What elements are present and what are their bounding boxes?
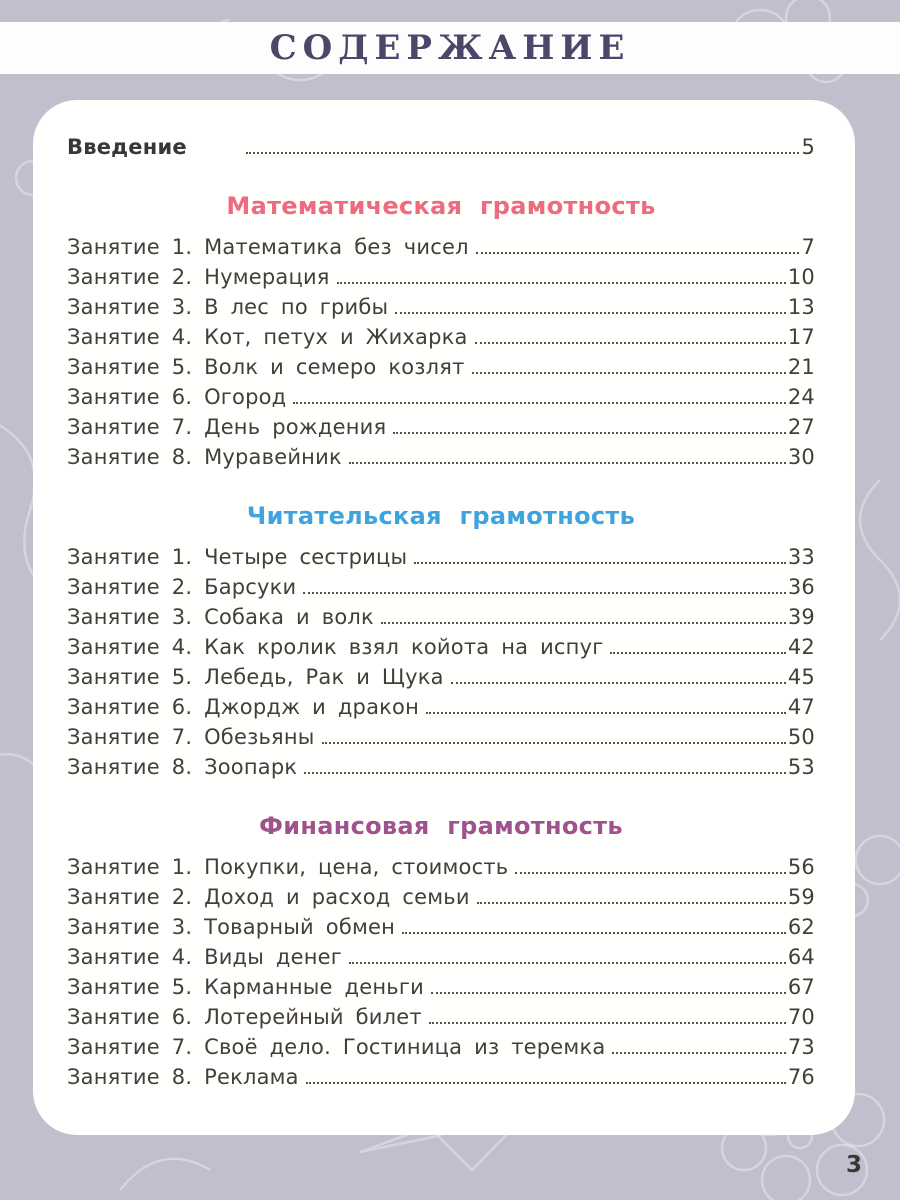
dotted-leader [395, 312, 786, 314]
toc-entry [67, 636, 815, 658]
entry-label: Занятие 1. Математика без чисел [67, 235, 469, 259]
entry-label: Занятие 6. Джордж и дракон [67, 695, 420, 719]
entry-page-number: 76 [787, 1065, 815, 1089]
dotted-leader [306, 1082, 786, 1084]
entry-page-number: 39 [787, 605, 815, 629]
entry-label: Занятие 1. Покупки, цена, стоимость [67, 855, 509, 879]
toc-entry [67, 386, 815, 408]
section-finance [67, 812, 815, 1088]
entry-label: Занятие 8. Зоопарк [67, 755, 298, 779]
entry-label: Занятие 7. Своё дело. Гостиница из теремка [67, 1035, 606, 1059]
dotted-leader [246, 152, 800, 154]
dotted-leader [322, 742, 786, 744]
toc-entry [67, 856, 815, 878]
dotted-leader [337, 282, 786, 284]
entry-page-number: 24 [787, 385, 815, 409]
dotted-leader [304, 772, 786, 774]
toc-entry [67, 356, 815, 378]
entry-page-number: 59 [787, 885, 815, 909]
entry-page-number: 42 [787, 635, 815, 659]
entry-label: Занятие 7. День рождения [67, 415, 387, 439]
contents-card [33, 100, 855, 1135]
toc-entry [67, 606, 815, 628]
toc-entry [67, 266, 815, 288]
entry-page-number: 67 [787, 975, 815, 999]
folio-page-number: 3 [845, 1152, 862, 1178]
entry-page-number: 27 [787, 415, 815, 439]
page-title: СОДЕРЖАНИЕ [269, 28, 631, 68]
toc-entry [67, 1006, 815, 1028]
toc-entry [67, 756, 815, 778]
entry-page-number: 47 [787, 695, 815, 719]
dotted-leader [472, 372, 786, 374]
entry-label: Занятие 5. Лебедь, Рак и Щука [67, 665, 444, 689]
entry-label: Занятие 6. Огород [67, 385, 287, 409]
entry-page-number: 17 [787, 325, 815, 349]
entry-page-number: 45 [787, 665, 815, 689]
title-band [0, 22, 900, 74]
entry-page-number: 70 [787, 1005, 815, 1029]
toc-entry [67, 326, 815, 348]
section-title-reading: Читательская грамотность [246, 502, 636, 530]
toc-entry [67, 296, 815, 318]
entry-page-number: 56 [787, 855, 815, 879]
entry-page-number: 5 [801, 135, 815, 159]
entry-label: Занятие 8. Муравейник [67, 445, 342, 469]
entry-label: Занятие 5. Карманные деньги [67, 975, 424, 999]
entry-page-number: 13 [787, 295, 815, 319]
dotted-leader [429, 1022, 786, 1024]
toc-entry [67, 886, 815, 908]
entry-label: Занятие 4. Кот, петух и Жихарка [67, 325, 468, 349]
toc-entry [67, 696, 815, 718]
toc-entry [67, 976, 815, 998]
toc-entry [67, 546, 815, 568]
section-entries [67, 856, 815, 1088]
dotted-leader [476, 252, 800, 254]
toc-entry [67, 236, 815, 258]
section-title-finance: Финансовая грамотность [259, 812, 623, 840]
entry-page-number: 10 [787, 265, 815, 289]
dotted-leader [349, 962, 786, 964]
section-math [67, 192, 815, 468]
dotted-leader [393, 432, 786, 434]
dotted-leader [475, 342, 786, 344]
entry-label: Занятие 2. Барсуки [67, 575, 297, 599]
toc-entry [67, 666, 815, 688]
section-entries [67, 236, 815, 468]
entry-label: Занятие 5. Волк и семеро козлят [67, 355, 465, 379]
toc-entry-introduction [67, 136, 815, 158]
dotted-leader [426, 712, 786, 714]
entry-page-number: 7 [801, 235, 815, 259]
entry-label: Занятие 4. Виды денег [67, 945, 343, 969]
dotted-leader [610, 652, 785, 654]
toc-entry [67, 916, 815, 938]
dotted-leader [414, 562, 786, 564]
dotted-leader [293, 402, 785, 404]
entry-label: Занятие 8. Реклама [67, 1065, 299, 1089]
dotted-leader [402, 932, 786, 934]
entry-label: Занятие 1. Четыре сестрицы [67, 545, 408, 569]
entry-page-number: 64 [787, 945, 815, 969]
toc-entry [67, 726, 815, 748]
dotted-leader [451, 682, 786, 684]
dotted-leader [515, 872, 786, 874]
dotted-leader [381, 622, 786, 624]
entry-page-number: 62 [787, 915, 815, 939]
toc-entry [67, 576, 815, 598]
toc-entry [67, 946, 815, 968]
entry-page-number: 73 [787, 1035, 815, 1059]
section-reading [67, 502, 815, 778]
entry-page-number: 50 [787, 725, 815, 749]
dotted-leader [349, 462, 786, 464]
toc-entry [67, 446, 815, 468]
entry-label: Занятие 7. Обезьяны [67, 725, 315, 749]
entry-label: Занятие 6. Лотерейный билет [67, 1005, 422, 1029]
toc-entry [67, 1036, 815, 1058]
entry-label: Занятие 3. В лес по грибы [67, 295, 389, 319]
entry-page-number: 33 [787, 545, 815, 569]
dotted-leader [431, 992, 786, 994]
entry-label: Занятие 3. Товарный обмен [67, 915, 396, 939]
entry-page-number: 53 [787, 755, 815, 779]
entry-page-number: 21 [787, 355, 815, 379]
dotted-leader [612, 1052, 785, 1054]
entry-label: Занятие 2. Доход и расход семьи [67, 885, 470, 909]
toc-entry [67, 1066, 815, 1088]
dotted-leader [477, 902, 786, 904]
section-title-math: Математическая грамотность [226, 192, 656, 220]
entry-label: Занятие 3. Собака и волк [67, 605, 374, 629]
section-entries [67, 546, 815, 778]
dotted-leader [303, 592, 785, 594]
entry-page-number: 30 [787, 445, 815, 469]
entry-label: Занятие 4. Как кролик взял койота на испуг [67, 635, 604, 659]
entry-label: Занятие 2. Нумерация [67, 265, 330, 289]
entry-page-number: 36 [787, 575, 815, 599]
entry-label: Введение [67, 135, 187, 159]
toc-entry [67, 416, 815, 438]
